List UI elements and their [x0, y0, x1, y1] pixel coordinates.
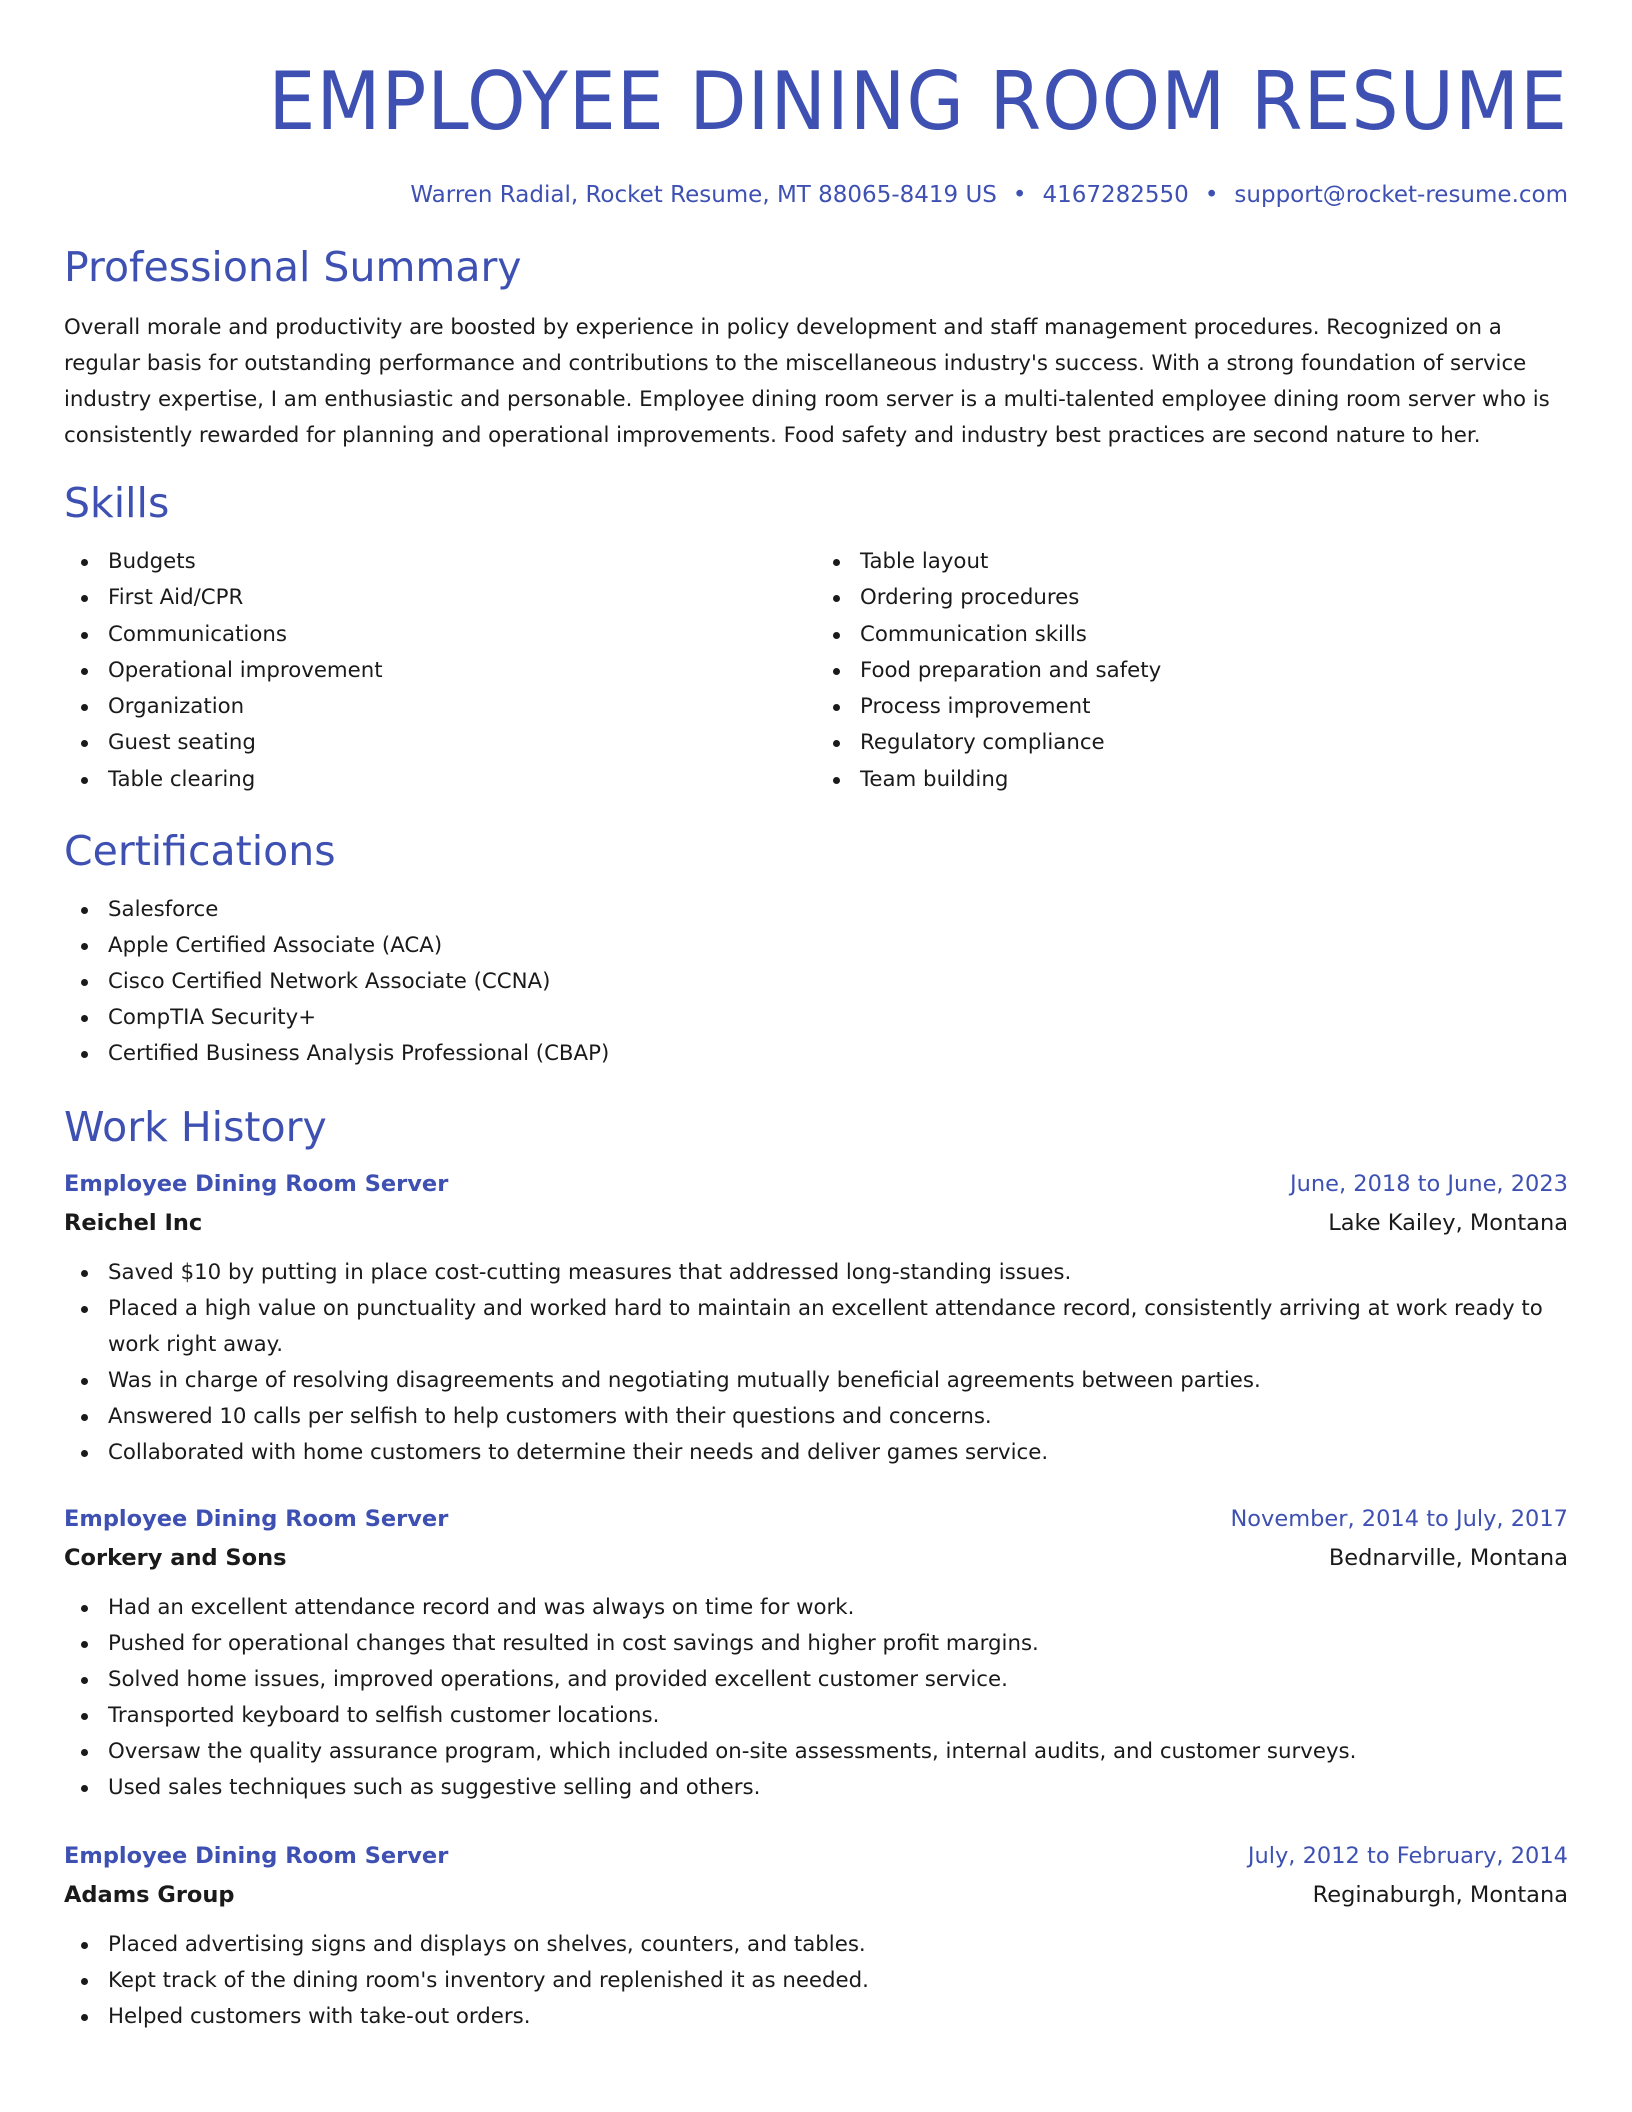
job-duties-list: [64, 1255, 1568, 1471]
summary-text: Overall morale and productivity are boosted by experience in policy development and staff management procedures. Recognized on a regular basis for outstanding performance and contributions to the miscellaneous industry's success. With a strong foundation of service industry expertise, I am enthusiastic and personable. Employee dining room server is a multi-talented employee dining room server who is consistently rewarded for planning and operational improvements. Food safety and industry best practices are second nature to her.: [64, 315, 1550, 448]
certification-item: Cisco Certified Network Associate (CCNA): [64, 964, 1568, 1000]
job-location: Lake Kailey, Montana: [1328, 1210, 1568, 1237]
job-header: [64, 1501, 1568, 1537]
job-subheader: [64, 1205, 1568, 1241]
job-duties-list: [64, 1927, 1568, 2035]
contact-line: [64, 180, 1568, 210]
skill-item: Table layout: [816, 544, 1568, 580]
skill-item: Food preparation and safety: [816, 653, 1568, 689]
skill-item: Operational improvement: [64, 653, 816, 689]
certifications-list: [64, 892, 1568, 1072]
job-duty: Oversaw the quality assurance program, which included on-site assessments, internal audits, and customer surveys.: [64, 1734, 1568, 1770]
certification-item: CompTIA Security+: [64, 1000, 1568, 1036]
job-subheader: [64, 1877, 1568, 1913]
resume-title: EMPLOYEE DINING ROOM RESUME: [268, 55, 1568, 148]
job-company: Adams Group: [64, 1882, 235, 1909]
job-company: Corkery and Sons: [64, 1545, 287, 1572]
skills-list-left: [64, 544, 816, 798]
certification-item: Certified Business Analysis Professional (CBAP): [64, 1036, 1568, 1072]
job-title: Employee Dining Room Server: [64, 1171, 449, 1198]
skill-item: Organization: [64, 689, 816, 725]
skills-column-right: [816, 544, 1568, 798]
job-duty: Pushed for operational changes that resulted in cost savings and higher profit margins.: [64, 1626, 1568, 1662]
job-duty: Helped customers with take-out orders.: [64, 1999, 1568, 2035]
job-duty: Kept track of the dining room's inventory and replenished it as needed.: [64, 1963, 1568, 1999]
job-title: Employee Dining Room Server: [64, 1506, 449, 1533]
skill-item: Guest seating: [64, 725, 816, 761]
job-entry: [64, 1501, 1568, 1806]
job-dates: June, 2018 to June, 2023: [1289, 1171, 1568, 1198]
job-title: Employee Dining Room Server: [64, 1843, 449, 1870]
certification-item: Salesforce: [64, 892, 1568, 928]
contact-email[interactable]: support@rocket-resume.com: [1234, 182, 1568, 208]
job-dates: November, 2014 to July, 2017: [1230, 1506, 1568, 1533]
work-history-heading: Work History: [64, 1103, 327, 1152]
job-duty: Placed a high value on punctuality and worked hard to maintain an excellent attendance record, consistently arriving at work ready to work right away.: [64, 1291, 1568, 1363]
skills-column-left: [64, 544, 816, 798]
contact-phone: 4167282550: [1042, 182, 1189, 208]
job-duty: Transported keyboard to selfish customer locations.: [64, 1698, 1568, 1734]
skills-grid: [64, 544, 1568, 798]
job-duty: Was in charge of resolving disagreements and negotiating mutually beneficial agreements between parties.: [64, 1363, 1568, 1399]
job-duty: Solved home issues, improved operations, and provided excellent customer service.: [64, 1662, 1568, 1698]
certification-item: Apple Certified Associate (ACA): [64, 928, 1568, 964]
job-location: Bednarville, Montana: [1328, 1545, 1568, 1572]
skill-item: Process improvement: [816, 689, 1568, 725]
skill-item: Regulatory compliance: [816, 725, 1568, 761]
job-duty: Saved $10 by putting in place cost-cutting measures that addressed long-standing issues.: [64, 1255, 1568, 1291]
contact-address: Warren Radial, Rocket Resume, MT 88065-8419 US: [410, 182, 997, 208]
job-header: [64, 1166, 1568, 1202]
skill-item: Table clearing: [64, 762, 816, 798]
job-duty: Had an excellent attendance record and was always on time for work.: [64, 1590, 1568, 1626]
skill-item: Communications: [64, 617, 816, 653]
job-duty: Answered 10 calls per selfish to help customers with their questions and concerns.: [64, 1399, 1568, 1435]
job-duty: Used sales techniques such as suggestive selling and others.: [64, 1770, 1568, 1806]
skill-item: Team building: [816, 762, 1568, 798]
job-dates: July, 2012 to February, 2014: [1247, 1843, 1568, 1870]
job-duty: Collaborated with home customers to determine their needs and deliver games service.: [64, 1435, 1568, 1471]
contact-separator: •: [1204, 182, 1219, 208]
contact-separator: •: [1012, 182, 1027, 208]
job-entry: [64, 1838, 1568, 2035]
summary-heading: Professional Summary: [64, 243, 522, 291]
skill-item: First Aid/CPR: [64, 580, 816, 616]
job-header: [64, 1838, 1568, 1874]
skill-item: Communication skills: [816, 617, 1568, 653]
certifications-heading: Certifications: [64, 827, 336, 876]
skills-heading: Skills: [64, 479, 170, 527]
skill-item: Budgets: [64, 544, 816, 580]
job-subheader: [64, 1540, 1568, 1576]
job-company: Reichel Inc: [64, 1210, 203, 1237]
job-duty: Placed advertising signs and displays on shelves, counters, and tables.: [64, 1927, 1568, 1963]
skills-list-right: [816, 544, 1568, 798]
job-entry: [64, 1166, 1568, 1471]
job-duties-list: [64, 1590, 1568, 1806]
job-location: Reginaburgh, Montana: [1312, 1882, 1568, 1909]
skill-item: Ordering procedures: [816, 580, 1568, 616]
